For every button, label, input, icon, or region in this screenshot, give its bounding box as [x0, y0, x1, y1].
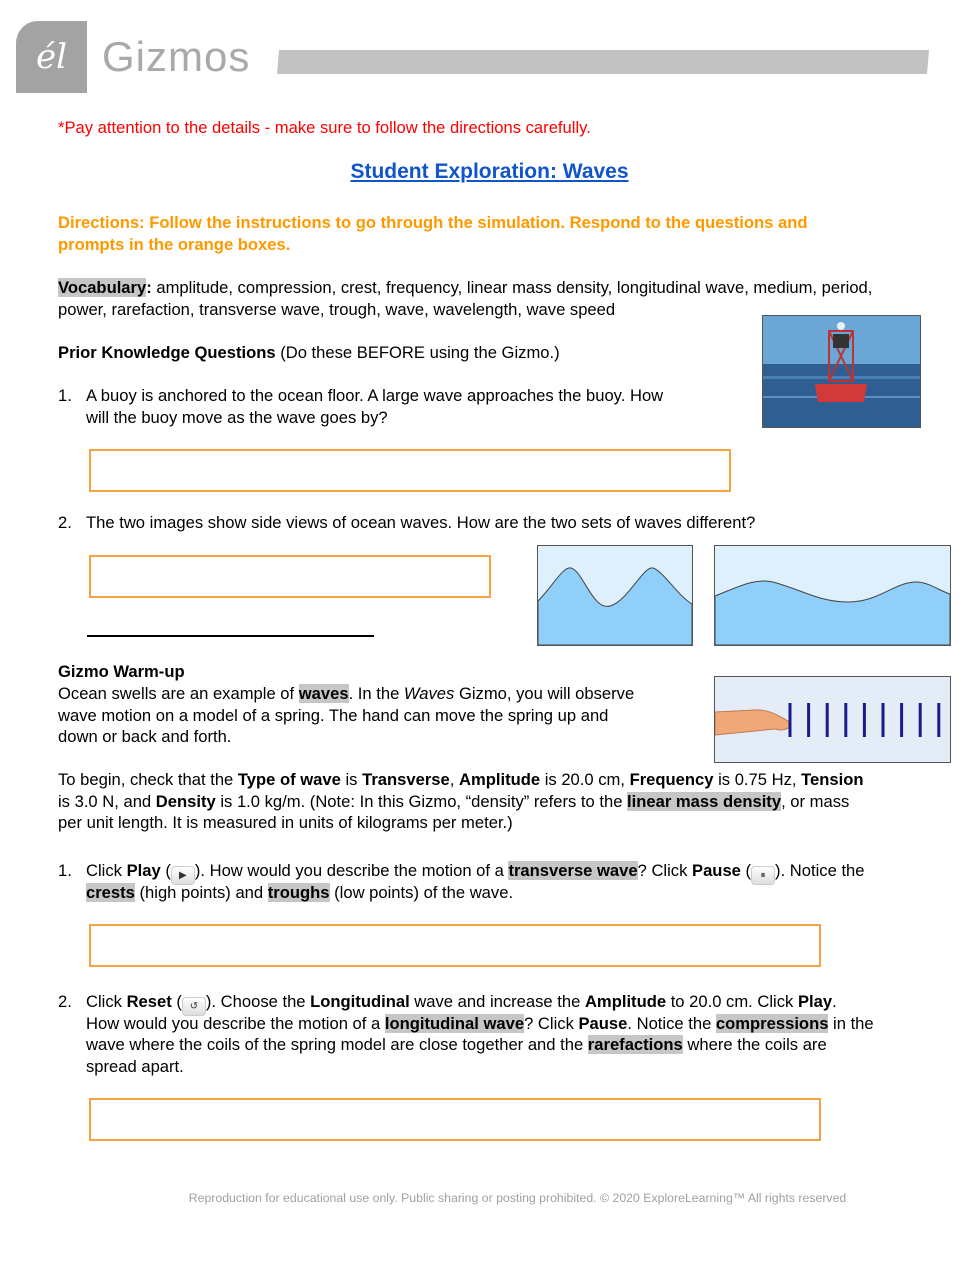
gentle-waves-image — [714, 545, 951, 646]
text-segment: to 20.0 cm. Click — [666, 992, 798, 1011]
text-line — [86, 991, 874, 1013]
text-segment: . Notice the — [627, 1013, 716, 1033]
directions-line: prompts in the orange boxes. — [58, 234, 291, 254]
text-segment: where the coils are — [682, 1035, 827, 1055]
text-segment: (Do these BEFORE using the Gizmo.) — [275, 343, 560, 362]
footer-copyright: Reproduction for educational use only. Public sharing or posting prohibited. © 2020 ExploreLearning™ All rights reserved — [188, 1191, 847, 1205]
text-segment: . In the — [348, 684, 404, 703]
text-line — [86, 1034, 874, 1056]
highlighted-term: linear mass density — [627, 791, 782, 811]
text-segment: ( — [171, 992, 182, 1011]
text-segment: ? Click — [637, 861, 693, 880]
bold-text: Pause — [692, 861, 741, 880]
bold-text: Reset — [126, 992, 172, 1011]
warmup-heading — [58, 661, 185, 683]
hand-spring-image — [714, 676, 951, 763]
text-segment: Click — [86, 861, 127, 880]
answer-box-warmup-2[interactable] — [89, 1098, 821, 1141]
divider-line — [87, 635, 374, 637]
text-segment: down or back and forth. — [58, 727, 232, 747]
bold-text: Density — [155, 791, 216, 811]
bold-text: Amplitude — [584, 992, 667, 1011]
text-segment: is 1.0 kg/m. (Note: In this Gizmo, “density” refers to the — [215, 791, 628, 811]
text-line — [58, 661, 185, 683]
text-segment: is — [340, 770, 363, 789]
text-segment: amplitude, compression, crest, frequency, linear mass density, longitudinal wave, medium, period, — [151, 278, 873, 297]
vocabulary — [58, 277, 872, 320]
answer-box-warmup-1[interactable] — [89, 924, 821, 967]
text-segment: Ocean swells are an example of — [58, 684, 299, 703]
text-segment: . — [832, 992, 837, 1011]
logo-mark: él — [36, 37, 67, 77]
text-line — [58, 683, 634, 705]
text-line — [86, 512, 755, 534]
text-segment: is 3.0 N, and — [58, 791, 156, 811]
bold-text: Play — [126, 861, 161, 880]
question-number: 1. — [58, 861, 72, 880]
text-segment: per unit length. It is measured in units of kilograms per meter.) — [58, 813, 513, 833]
highlighted-term: crests — [86, 882, 135, 902]
bold-text: Type of wave — [237, 770, 341, 789]
text-segment: To begin, check that the — [58, 770, 238, 789]
text-segment: ). How would you describe the motion of a — [194, 861, 509, 880]
bold-text: : — [146, 278, 152, 297]
header-bar — [277, 50, 929, 74]
pause-button-icon: ⏸ — [751, 866, 775, 885]
text-segment: is 20.0 cm, — [540, 770, 630, 789]
text-segment: ( — [160, 861, 171, 880]
text-segment: Waves — [403, 684, 455, 703]
bold-text: Prior Knowledge Questions — [58, 343, 276, 362]
text-segment: ). Choose the — [205, 992, 311, 1011]
bold-text: Tension — [801, 770, 864, 789]
bold-text: Pause — [578, 1013, 628, 1033]
directions-line: Directions: Follow the instructions to go through the simulation. Respond to the questions and — [58, 213, 808, 232]
text-segment: in the — [828, 1013, 874, 1033]
question-text — [86, 385, 663, 428]
question-number: 1. — [58, 386, 72, 405]
text-line — [58, 277, 872, 299]
question-text — [86, 991, 874, 1078]
highlighted-term: longitudinal wave — [384, 1013, 525, 1033]
text-segment: ( — [740, 861, 752, 880]
page-title[interactable]: Student Exploration: Waves — [350, 160, 629, 183]
prior-knowledge-heading — [58, 342, 560, 364]
text-line — [86, 882, 865, 904]
question-text — [86, 860, 865, 903]
question-number: 2. — [58, 513, 72, 532]
bold-text: Transverse — [362, 770, 450, 789]
notice-text: *Pay attention to the details - make sure to follow the directions carefully. — [58, 118, 591, 137]
text-segment: , — [449, 770, 459, 789]
text-segment: (low points) of the wave. — [329, 882, 514, 902]
text-segment: Gizmo, you will observe — [454, 684, 635, 703]
highlighted-term: troughs — [267, 882, 330, 902]
text-segment: is 0.75 Hz, — [713, 770, 802, 789]
question-number: 2. — [58, 992, 72, 1011]
highlighted-term: Vocabulary — [58, 278, 147, 297]
tall-waves-image — [537, 545, 693, 646]
text-line — [86, 860, 865, 882]
highlighted-term: waves — [298, 684, 349, 703]
text-segment: A buoy is anchored to the ocean floor. A large wave approaches the buoy. How — [86, 386, 664, 405]
text-line — [58, 791, 864, 813]
text-segment: power, rarefaction, transverse wave, trough, wave, wavelength, wave speed — [58, 299, 616, 319]
text-segment: wave where the coils of the spring model are close together and the — [86, 1035, 588, 1055]
text-segment: spread apart. — [86, 1057, 184, 1077]
answer-box-prior-2[interactable] — [89, 555, 491, 598]
highlighted-term: transverse wave — [508, 861, 638, 880]
text-segment: ). Notice the — [775, 861, 865, 880]
text-line — [58, 705, 634, 727]
text-segment: The two images show side views of ocean waves. How are the two sets of waves different? — [86, 513, 756, 532]
begin-instructions — [58, 769, 864, 834]
bold-text: Amplitude — [458, 770, 541, 789]
text-segment: will the buoy move as the wave goes by? — [86, 407, 388, 427]
question-text — [86, 512, 755, 534]
bold-text: Longitudinal — [310, 992, 410, 1011]
directions — [58, 212, 807, 255]
text-segment: wave motion on a model of a spring. The hand can move the spring up and — [58, 705, 609, 725]
text-segment: Click — [86, 992, 127, 1011]
bold-text: Play — [797, 992, 833, 1011]
text-segment: wave and increase the — [409, 992, 585, 1011]
text-segment: (high points) and — [134, 882, 268, 902]
text-segment: How would you describe the motion of a — [86, 1013, 385, 1033]
text-line — [86, 385, 663, 407]
bold-text: Frequency — [629, 770, 714, 789]
text-line — [58, 299, 872, 321]
gizmos-brand: Gizmos — [102, 33, 251, 80]
text-line — [58, 812, 864, 834]
text-line — [58, 342, 560, 364]
highlighted-term: rarefactions — [587, 1035, 683, 1055]
play-button-icon: ▶ — [171, 866, 195, 885]
text-line — [58, 726, 634, 748]
bold-text: Gizmo Warm-up — [58, 662, 185, 681]
reset-button-icon: ↺ — [182, 997, 206, 1016]
text-segment: , or mass — [781, 791, 850, 811]
answer-box-prior-1[interactable] — [89, 449, 731, 492]
text-line — [86, 1056, 874, 1078]
explorelearning-logo — [16, 21, 87, 93]
text-line — [86, 1013, 874, 1035]
warmup-text — [58, 683, 634, 748]
text-segment: ? Click — [524, 1013, 579, 1033]
text-line — [58, 769, 864, 791]
highlighted-term: compressions — [715, 1013, 829, 1033]
text-line — [86, 407, 663, 429]
buoy-image — [762, 315, 921, 428]
